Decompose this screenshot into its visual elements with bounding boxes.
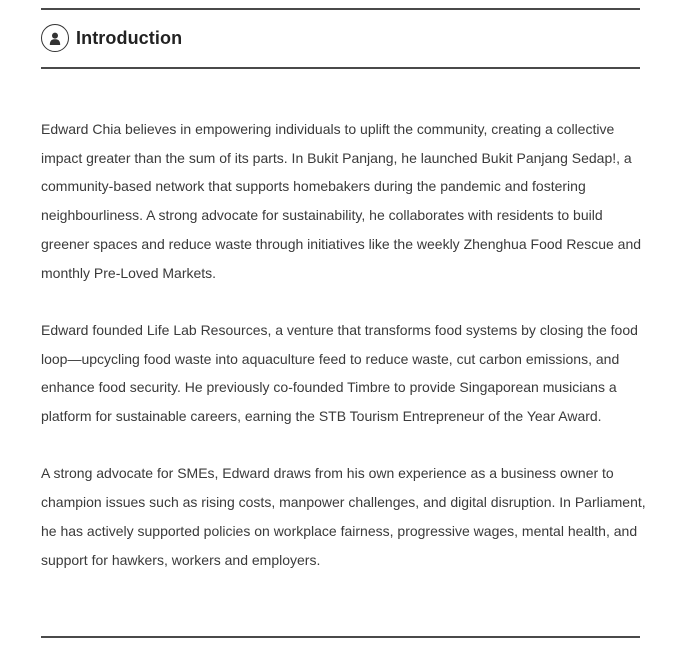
intro-paragraph: Edward founded Life Lab Resources, a venture that transforms food systems by closing the food loop—upcycling food waste into aquaculture feed to reduce waste, cut carbon emissions, and enhance food security. He previously co-founded Timbre to provide Singaporean musicians a platform for sustainable careers, earning the STB Tourism Entrepreneur of the Year Award. <box>41 321 638 425</box>
intro-paragraph: A strong advocate for SMEs, Edward draws from his own experience as a business owner to champion issues such as rising costs, manpower challenges, and digital disruption. In Parliament, he has actively supported policies on workplace fairness, progressive wages, mental health, and support for hawkers, workers and employers. <box>41 465 646 568</box>
intro-paragraph: Edward Chia believes in empowering individuals to uplift the community, creating a collective impact greater than the sum of its parts. In Bukit Panjang, he launched Bukit Panjang Sedap!, a community-based network that supports homebakers during the pandemic and fostering neighbourliness. A strong advocate for sustainability, he collaborates with residents to build greener spaces and reduce waste through initiatives like the weekly Zhenghua Food Rescue and monthly Pre-Loved Markets. <box>41 121 642 281</box>
top-divider <box>41 8 640 10</box>
bottom-divider <box>41 636 640 638</box>
section-title: Introduction <box>76 27 183 48</box>
section-header <box>41 22 182 54</box>
person-icon <box>41 24 69 52</box>
header-divider <box>41 67 640 69</box>
intro-body <box>41 115 647 603</box>
